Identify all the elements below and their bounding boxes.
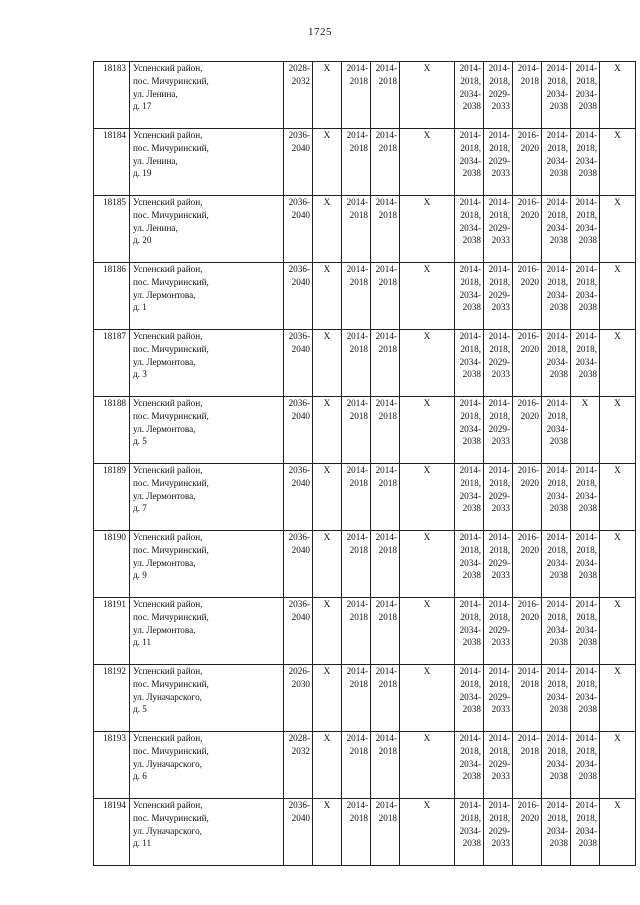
col-2-cell: Х	[313, 464, 342, 531]
col-7-cell: 2014- 2018, 2029- 2033	[484, 598, 513, 665]
address-cell: Успенский район, пос. Мичуринский, ул. Ленина, д. 20	[130, 196, 284, 263]
record-number-cell: 18184	[94, 129, 130, 196]
col-3-cell: 2014- 2018	[342, 62, 371, 129]
col-10-cell: Х	[571, 397, 600, 464]
col-7-cell: 2014- 2018, 2029- 2033	[484, 129, 513, 196]
repair-period-cell: 2026- 2030	[284, 665, 313, 732]
repair-period-cell: 2036- 2040	[284, 263, 313, 330]
col-7-cell: 2014- 2018, 2029- 2033	[484, 196, 513, 263]
repair-period-cell: 2036- 2040	[284, 330, 313, 397]
col-3-cell: 2014- 2018	[342, 598, 371, 665]
col-10-cell: 2014- 2018, 2034- 2038	[571, 732, 600, 799]
table-row	[94, 531, 636, 598]
col-6-cell: 2014- 2018, 2034- 2038	[455, 330, 484, 397]
col-9-cell: 2014- 2018, 2034- 2038	[542, 263, 571, 330]
col-8-cell: 2016- 2020	[513, 464, 542, 531]
col-8-cell: 2016- 2020	[513, 799, 542, 866]
col-9-cell: 2014- 2018, 2034- 2038	[542, 531, 571, 598]
col-9-cell: 2014- 2018, 2034- 2038	[542, 799, 571, 866]
repair-period-cell: 2036- 2040	[284, 464, 313, 531]
col-4-cell: 2014- 2018	[371, 330, 400, 397]
col-4-cell: 2014- 2018	[371, 397, 400, 464]
record-number-cell: 18192	[94, 665, 130, 732]
address-cell: Успенский район, пос. Мичуринский, ул. Лермонтова, д. 5	[130, 397, 284, 464]
record-number-cell: 18188	[94, 397, 130, 464]
col-10-cell: 2014- 2018, 2034- 2038	[571, 531, 600, 598]
table-row	[94, 799, 636, 866]
repair-period-cell: 2036- 2040	[284, 196, 313, 263]
col-8-cell: 2014- 2018	[513, 732, 542, 799]
col-7-cell: 2014- 2018, 2029- 2033	[484, 330, 513, 397]
col-4-cell: 2014- 2018	[371, 196, 400, 263]
table-row	[94, 330, 636, 397]
col-10-cell: 2014- 2018, 2034- 2038	[571, 464, 600, 531]
col-2-cell: Х	[313, 62, 342, 129]
col-9-cell: 2014- 2018, 2034- 2038	[542, 397, 571, 464]
table-body	[94, 62, 636, 866]
table-row	[94, 732, 636, 799]
address-cell: Успенский район, пос. Мичуринский, ул. Лермонтова, д. 1	[130, 263, 284, 330]
address-cell: Успенский район, пос. Мичуринский, ул. Лермонтова, д. 3	[130, 330, 284, 397]
address-cell: Успенский район, пос. Мичуринский, ул. Луначарского, д. 6	[130, 732, 284, 799]
col-5-cell: Х	[400, 799, 455, 866]
record-number-cell: 18193	[94, 732, 130, 799]
col-5-cell: Х	[400, 62, 455, 129]
col-6-cell: 2014- 2018, 2034- 2038	[455, 196, 484, 263]
repair-period-cell: 2028- 2032	[284, 62, 313, 129]
record-number-cell: 18194	[94, 799, 130, 866]
col-2-cell: Х	[313, 665, 342, 732]
col-9-cell: 2014- 2018, 2034- 2038	[542, 129, 571, 196]
col-4-cell: 2014- 2018	[371, 799, 400, 866]
repair-period-cell: 2036- 2040	[284, 799, 313, 866]
address-cell: Успенский район, пос. Мичуринский, ул. Ленина, д. 17	[130, 62, 284, 129]
col-8-cell: 2016- 2020	[513, 263, 542, 330]
record-number-cell: 18191	[94, 598, 130, 665]
col-10-cell: 2014- 2018, 2034- 2038	[571, 196, 600, 263]
col-7-cell: 2014- 2018, 2029- 2033	[484, 62, 513, 129]
col-6-cell: 2014- 2018, 2034- 2038	[455, 732, 484, 799]
col-6-cell: 2014- 2018, 2034- 2038	[455, 665, 484, 732]
col-5-cell: Х	[400, 464, 455, 531]
col-4-cell: 2014- 2018	[371, 732, 400, 799]
col-11-cell: Х	[600, 665, 636, 732]
repair-period-cell: 2036- 2040	[284, 129, 313, 196]
col-8-cell: 2014- 2018	[513, 62, 542, 129]
col-10-cell: 2014- 2018, 2034- 2038	[571, 665, 600, 732]
table-row	[94, 129, 636, 196]
col-2-cell: Х	[313, 799, 342, 866]
col-4-cell: 2014- 2018	[371, 129, 400, 196]
page-number: 1725	[308, 26, 332, 38]
table-row	[94, 62, 636, 129]
col-4-cell: 2014- 2018	[371, 263, 400, 330]
col-5-cell: Х	[400, 732, 455, 799]
repair-period-cell: 2028- 2032	[284, 732, 313, 799]
col-7-cell: 2014- 2018, 2029- 2033	[484, 464, 513, 531]
col-3-cell: 2014- 2018	[342, 129, 371, 196]
col-2-cell: Х	[313, 129, 342, 196]
col-9-cell: 2014- 2018, 2034- 2038	[542, 330, 571, 397]
col-11-cell: Х	[600, 531, 636, 598]
col-9-cell: 2014- 2018, 2034- 2038	[542, 598, 571, 665]
table-row	[94, 397, 636, 464]
col-6-cell: 2014- 2018, 2034- 2038	[455, 62, 484, 129]
repair-period-cell: 2036- 2040	[284, 598, 313, 665]
address-cell: Успенский район, пос. Мичуринский, ул. Лермонтова, д. 7	[130, 464, 284, 531]
record-number-cell: 18185	[94, 196, 130, 263]
col-2-cell: Х	[313, 732, 342, 799]
col-6-cell: 2014- 2018, 2034- 2038	[455, 464, 484, 531]
col-4-cell: 2014- 2018	[371, 62, 400, 129]
col-9-cell: 2014- 2018, 2034- 2038	[542, 464, 571, 531]
col-8-cell: 2016- 2020	[513, 531, 542, 598]
col-7-cell: 2014- 2018, 2029- 2033	[484, 732, 513, 799]
col-5-cell: Х	[400, 330, 455, 397]
col-3-cell: 2014- 2018	[342, 665, 371, 732]
col-10-cell: 2014- 2018, 2034- 2038	[571, 263, 600, 330]
col-5-cell: Х	[400, 531, 455, 598]
col-11-cell: Х	[600, 598, 636, 665]
address-cell: Успенский район, пос. Мичуринский, ул. Ленина, д. 19	[130, 129, 284, 196]
col-11-cell: Х	[600, 330, 636, 397]
col-10-cell: 2014- 2018, 2034- 2038	[571, 330, 600, 397]
table-row	[94, 263, 636, 330]
col-5-cell: Х	[400, 397, 455, 464]
col-8-cell: 2016- 2020	[513, 196, 542, 263]
col-6-cell: 2014- 2018, 2034- 2038	[455, 397, 484, 464]
col-2-cell: Х	[313, 531, 342, 598]
col-10-cell: 2014- 2018, 2034- 2038	[571, 62, 600, 129]
col-3-cell: 2014- 2018	[342, 196, 371, 263]
col-3-cell: 2014- 2018	[342, 397, 371, 464]
col-11-cell: Х	[600, 464, 636, 531]
record-number-cell: 18190	[94, 531, 130, 598]
col-4-cell: 2014- 2018	[371, 598, 400, 665]
col-8-cell: 2014- 2018	[513, 665, 542, 732]
col-5-cell: Х	[400, 129, 455, 196]
col-4-cell: 2014- 2018	[371, 464, 400, 531]
col-10-cell: 2014- 2018, 2034- 2038	[571, 598, 600, 665]
col-6-cell: 2014- 2018, 2034- 2038	[455, 799, 484, 866]
col-10-cell: 2014- 2018, 2034- 2038	[571, 129, 600, 196]
col-3-cell: 2014- 2018	[342, 732, 371, 799]
record-number-cell: 18186	[94, 263, 130, 330]
table-row	[94, 665, 636, 732]
col-5-cell: Х	[400, 196, 455, 263]
col-9-cell: 2014- 2018, 2034- 2038	[542, 196, 571, 263]
col-9-cell: 2014- 2018, 2034- 2038	[542, 62, 571, 129]
col-2-cell: Х	[313, 397, 342, 464]
col-9-cell: 2014- 2018, 2034- 2038	[542, 665, 571, 732]
address-cell: Успенский район, пос. Мичуринский, ул. Лермонтова, д. 9	[130, 531, 284, 598]
col-11-cell: Х	[600, 196, 636, 263]
col-11-cell: Х	[600, 799, 636, 866]
col-11-cell: Х	[600, 129, 636, 196]
col-11-cell: Х	[600, 397, 636, 464]
table-row	[94, 464, 636, 531]
col-3-cell: 2014- 2018	[342, 330, 371, 397]
col-8-cell: 2016- 2020	[513, 598, 542, 665]
col-6-cell: 2014- 2018, 2034- 2038	[455, 129, 484, 196]
housing-schedule-table	[93, 61, 636, 866]
col-6-cell: 2014- 2018, 2034- 2038	[455, 598, 484, 665]
col-11-cell: Х	[600, 732, 636, 799]
col-3-cell: 2014- 2018	[342, 799, 371, 866]
record-number-cell: 18187	[94, 330, 130, 397]
col-5-cell: Х	[400, 665, 455, 732]
repair-period-cell: 2036- 2040	[284, 531, 313, 598]
col-3-cell: 2014- 2018	[342, 464, 371, 531]
col-4-cell: 2014- 2018	[371, 665, 400, 732]
col-3-cell: 2014- 2018	[342, 263, 371, 330]
col-2-cell: Х	[313, 598, 342, 665]
col-11-cell: Х	[600, 263, 636, 330]
address-cell: Успенский район, пос. Мичуринский, ул. Луначарского, д. 5	[130, 665, 284, 732]
col-5-cell: Х	[400, 598, 455, 665]
col-2-cell: Х	[313, 263, 342, 330]
col-7-cell: 2014- 2018, 2029- 2033	[484, 799, 513, 866]
col-3-cell: 2014- 2018	[342, 531, 371, 598]
col-5-cell: Х	[400, 263, 455, 330]
col-2-cell: Х	[313, 330, 342, 397]
col-7-cell: 2014- 2018, 2029- 2033	[484, 531, 513, 598]
col-7-cell: 2014- 2018, 2029- 2033	[484, 665, 513, 732]
col-9-cell: 2014- 2018, 2034- 2038	[542, 732, 571, 799]
col-8-cell: 2016- 2020	[513, 330, 542, 397]
record-number-cell: 18189	[94, 464, 130, 531]
col-2-cell: Х	[313, 196, 342, 263]
record-number-cell: 18183	[94, 62, 130, 129]
col-6-cell: 2014- 2018, 2034- 2038	[455, 531, 484, 598]
table-row	[94, 598, 636, 665]
address-cell: Успенский район, пос. Мичуринский, ул. Лермонтова, д. 11	[130, 598, 284, 665]
address-cell: Успенский район, пос. Мичуринский, ул. Луначарского, д. 11	[130, 799, 284, 866]
col-10-cell: 2014- 2018, 2034- 2038	[571, 799, 600, 866]
col-8-cell: 2016- 2020	[513, 397, 542, 464]
table-row	[94, 196, 636, 263]
col-11-cell: Х	[600, 62, 636, 129]
repair-period-cell: 2036- 2040	[284, 397, 313, 464]
col-4-cell: 2014- 2018	[371, 531, 400, 598]
col-7-cell: 2014- 2018, 2029- 2033	[484, 397, 513, 464]
col-8-cell: 2016- 2020	[513, 129, 542, 196]
col-6-cell: 2014- 2018, 2034- 2038	[455, 263, 484, 330]
col-7-cell: 2014- 2018, 2029- 2033	[484, 263, 513, 330]
